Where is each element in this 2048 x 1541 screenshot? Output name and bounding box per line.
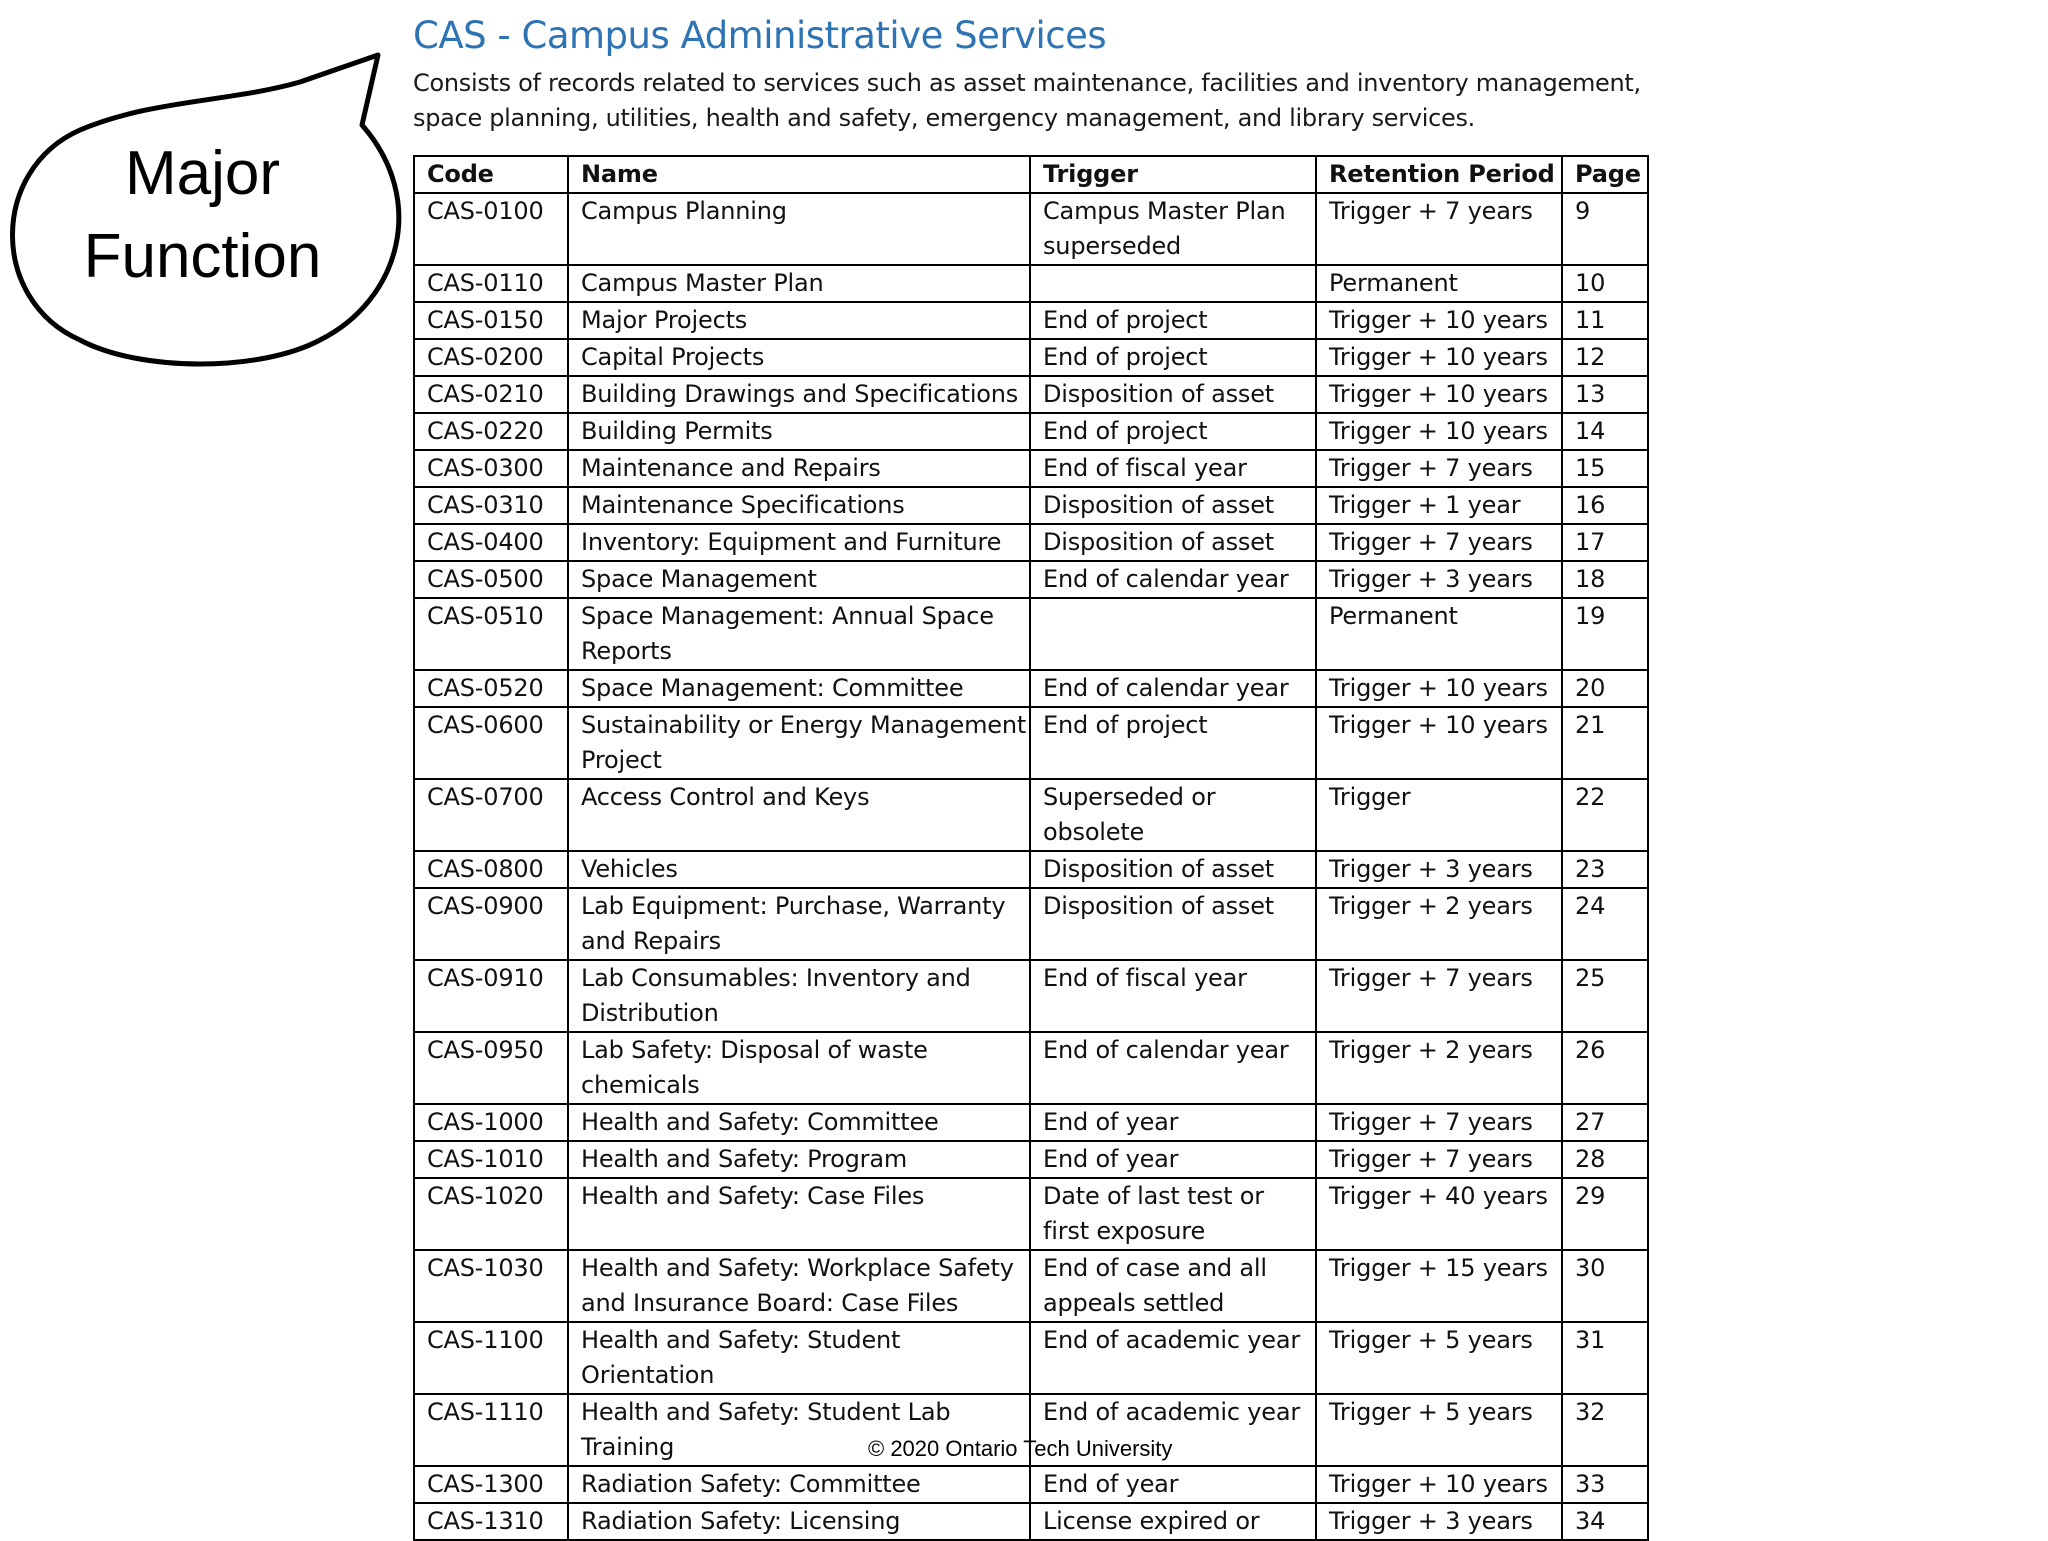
cell-name: Maintenance Specifications bbox=[568, 487, 1030, 524]
table-row bbox=[414, 561, 1648, 598]
cell-name: Access Control and Keys bbox=[568, 779, 1030, 851]
cell-code: CAS-1000 bbox=[414, 1104, 568, 1141]
cell-trigger: Campus Master Plan superseded bbox=[1030, 193, 1316, 265]
cell-code: CAS-0200 bbox=[414, 339, 568, 376]
table-row bbox=[414, 670, 1648, 707]
cell-name: Campus Planning bbox=[568, 193, 1030, 265]
cell-code: CAS-0910 bbox=[414, 960, 568, 1032]
cell-trigger: End of project bbox=[1030, 339, 1316, 376]
table-row bbox=[414, 450, 1648, 487]
table-row bbox=[414, 960, 1648, 1032]
cell-trigger bbox=[1030, 265, 1316, 302]
cell-name: Maintenance and Repairs bbox=[568, 450, 1030, 487]
cell-code: CAS-0400 bbox=[414, 524, 568, 561]
cell-retention-period: Trigger + 10 years bbox=[1316, 339, 1562, 376]
cell-page: 34 bbox=[1562, 1503, 1648, 1540]
cell-page: 12 bbox=[1562, 339, 1648, 376]
cell-page: 24 bbox=[1562, 888, 1648, 960]
cell-page: 29 bbox=[1562, 1178, 1648, 1250]
table-row bbox=[414, 1322, 1648, 1394]
cell-page: 17 bbox=[1562, 524, 1648, 561]
cell-retention-period: Trigger + 1 year bbox=[1316, 487, 1562, 524]
cell-trigger: Superseded or obsolete bbox=[1030, 779, 1316, 851]
cell-page: 26 bbox=[1562, 1032, 1648, 1104]
cell-name: Radiation Safety: Committee bbox=[568, 1466, 1030, 1503]
table-row bbox=[414, 598, 1648, 670]
cell-name: Capital Projects bbox=[568, 339, 1030, 376]
cell-trigger: End of academic year bbox=[1030, 1394, 1316, 1466]
cell-trigger: End of case and all appeals settled bbox=[1030, 1250, 1316, 1322]
cell-name: Space Management: Annual Space Reports bbox=[568, 598, 1030, 670]
cell-retention-period: Trigger + 10 years bbox=[1316, 670, 1562, 707]
header-name: Name bbox=[568, 156, 1030, 193]
cell-name: Campus Master Plan bbox=[568, 265, 1030, 302]
cell-page: 11 bbox=[1562, 302, 1648, 339]
cell-trigger: End of calendar year bbox=[1030, 1032, 1316, 1104]
table-row bbox=[414, 1032, 1648, 1104]
copyright-footer: © 2020 Ontario Tech University bbox=[868, 1436, 1173, 1461]
cell-code: CAS-0900 bbox=[414, 888, 568, 960]
cell-code: CAS-1110 bbox=[414, 1394, 568, 1466]
callout-line-2: Function bbox=[83, 222, 322, 291]
cell-retention-period: Trigger + 2 years bbox=[1316, 888, 1562, 960]
cell-code: CAS-0700 bbox=[414, 779, 568, 851]
table-row bbox=[414, 413, 1648, 450]
cell-page: 23 bbox=[1562, 851, 1648, 888]
cell-retention-period: Trigger + 5 years bbox=[1316, 1322, 1562, 1394]
callout-text bbox=[50, 132, 355, 298]
header-retention-period: Retention Period bbox=[1316, 156, 1562, 193]
header-trigger: Trigger bbox=[1030, 156, 1316, 193]
records-table bbox=[413, 155, 1649, 1541]
cell-trigger: End of year bbox=[1030, 1466, 1316, 1503]
cell-retention-period: Trigger bbox=[1316, 779, 1562, 851]
cell-name: Space Management bbox=[568, 561, 1030, 598]
cell-page: 9 bbox=[1562, 193, 1648, 265]
cell-retention-period: Permanent bbox=[1316, 265, 1562, 302]
table-row bbox=[414, 1466, 1648, 1503]
table-row bbox=[414, 888, 1648, 960]
cell-trigger: Disposition of asset bbox=[1030, 851, 1316, 888]
table-row bbox=[414, 376, 1648, 413]
cell-page: 15 bbox=[1562, 450, 1648, 487]
table-row bbox=[414, 1104, 1648, 1141]
callout-line-1: Major bbox=[124, 139, 281, 208]
cell-code: CAS-0100 bbox=[414, 193, 568, 265]
cell-code: CAS-0300 bbox=[414, 450, 568, 487]
cell-trigger bbox=[1030, 598, 1316, 670]
cell-trigger: Date of last test or first exposure bbox=[1030, 1178, 1316, 1250]
cell-name: Building Drawings and Specifications bbox=[568, 376, 1030, 413]
header-page: Page bbox=[1562, 156, 1648, 193]
table-row bbox=[414, 339, 1648, 376]
cell-code: CAS-0520 bbox=[414, 670, 568, 707]
cell-page: 27 bbox=[1562, 1104, 1648, 1141]
cell-name: Health and Safety: Case Files bbox=[568, 1178, 1030, 1250]
cell-trigger: End of year bbox=[1030, 1104, 1316, 1141]
cell-trigger: End of project bbox=[1030, 302, 1316, 339]
cell-trigger: License expired or bbox=[1030, 1503, 1316, 1540]
cell-retention-period: Trigger + 7 years bbox=[1316, 193, 1562, 265]
cell-code: CAS-1310 bbox=[414, 1503, 568, 1540]
cell-code: CAS-0110 bbox=[414, 265, 568, 302]
cell-code: CAS-0220 bbox=[414, 413, 568, 450]
cell-page: 18 bbox=[1562, 561, 1648, 598]
cell-page: 28 bbox=[1562, 1141, 1648, 1178]
cell-retention-period: Trigger + 10 years bbox=[1316, 1466, 1562, 1503]
cell-retention-period: Trigger + 3 years bbox=[1316, 1503, 1562, 1540]
cell-retention-period: Trigger + 2 years bbox=[1316, 1032, 1562, 1104]
cell-trigger: Disposition of asset bbox=[1030, 888, 1316, 960]
cell-retention-period: Trigger + 15 years bbox=[1316, 1250, 1562, 1322]
table-row bbox=[414, 1503, 1648, 1540]
table-row bbox=[414, 193, 1648, 265]
cell-retention-period: Trigger + 10 years bbox=[1316, 302, 1562, 339]
table-row bbox=[414, 265, 1648, 302]
cell-name: Sustainability or Energy Management Project bbox=[568, 707, 1030, 779]
cell-retention-period: Trigger + 7 years bbox=[1316, 960, 1562, 1032]
cell-trigger: End of calendar year bbox=[1030, 561, 1316, 598]
cell-name: Radiation Safety: Licensing bbox=[568, 1503, 1030, 1540]
cell-code: CAS-1030 bbox=[414, 1250, 568, 1322]
table-row bbox=[414, 1141, 1648, 1178]
cell-trigger: Disposition of asset bbox=[1030, 487, 1316, 524]
cell-page: 19 bbox=[1562, 598, 1648, 670]
cell-page: 31 bbox=[1562, 1322, 1648, 1394]
cell-trigger: End of fiscal year bbox=[1030, 450, 1316, 487]
table-row bbox=[414, 851, 1648, 888]
cell-code: CAS-0500 bbox=[414, 561, 568, 598]
cell-page: 32 bbox=[1562, 1394, 1648, 1466]
cell-code: CAS-0150 bbox=[414, 302, 568, 339]
cell-retention-period: Trigger + 3 years bbox=[1316, 851, 1562, 888]
cell-name: Major Projects bbox=[568, 302, 1030, 339]
cell-retention-period: Trigger + 5 years bbox=[1316, 1394, 1562, 1466]
cell-retention-period: Trigger + 10 years bbox=[1316, 413, 1562, 450]
cell-name: Health and Safety: Student Orientation bbox=[568, 1322, 1030, 1394]
cell-page: 13 bbox=[1562, 376, 1648, 413]
cell-name: Health and Safety: Workplace Safety and Insurance Board: Case Files bbox=[568, 1250, 1030, 1322]
cell-page: 21 bbox=[1562, 707, 1648, 779]
table-row bbox=[414, 487, 1648, 524]
cell-trigger: End of fiscal year bbox=[1030, 960, 1316, 1032]
page-title: CAS - Campus Administrative Services bbox=[413, 14, 1107, 57]
cell-page: 25 bbox=[1562, 960, 1648, 1032]
cell-name: Inventory: Equipment and Furniture bbox=[568, 524, 1030, 561]
cell-page: 20 bbox=[1562, 670, 1648, 707]
cell-page: 22 bbox=[1562, 779, 1648, 851]
cell-name: Lab Consumables: Inventory and Distribution bbox=[568, 960, 1030, 1032]
cell-retention-period: Trigger + 7 years bbox=[1316, 524, 1562, 561]
cell-code: CAS-0510 bbox=[414, 598, 568, 670]
cell-page: 14 bbox=[1562, 413, 1648, 450]
cell-retention-period: Trigger + 7 years bbox=[1316, 450, 1562, 487]
cell-trigger: End of academic year bbox=[1030, 1322, 1316, 1394]
cell-name: Space Management: Committee bbox=[568, 670, 1030, 707]
cell-page: 30 bbox=[1562, 1250, 1648, 1322]
table-row bbox=[414, 707, 1648, 779]
cell-trigger: End of project bbox=[1030, 707, 1316, 779]
cell-retention-period: Trigger + 40 years bbox=[1316, 1178, 1562, 1250]
cell-trigger: End of calendar year bbox=[1030, 670, 1316, 707]
cell-code: CAS-0210 bbox=[414, 376, 568, 413]
cell-code: CAS-1300 bbox=[414, 1466, 568, 1503]
cell-name: Building Permits bbox=[568, 413, 1030, 450]
cell-trigger: End of year bbox=[1030, 1141, 1316, 1178]
header-code: Code bbox=[414, 156, 568, 193]
cell-name: Health and Safety: Committee bbox=[568, 1104, 1030, 1141]
cell-retention-period: Trigger + 10 years bbox=[1316, 376, 1562, 413]
cell-retention-period: Trigger + 7 years bbox=[1316, 1141, 1562, 1178]
table-header-row bbox=[414, 156, 1648, 193]
cell-trigger: Disposition of asset bbox=[1030, 376, 1316, 413]
cell-name: Lab Safety: Disposal of waste chemicals bbox=[568, 1032, 1030, 1104]
cell-trigger: End of project bbox=[1030, 413, 1316, 450]
cell-code: CAS-0310 bbox=[414, 487, 568, 524]
table-body bbox=[414, 193, 1648, 1540]
table-row bbox=[414, 1250, 1648, 1322]
cell-retention-period: Trigger + 3 years bbox=[1316, 561, 1562, 598]
table-row bbox=[414, 779, 1648, 851]
table-row bbox=[414, 524, 1648, 561]
cell-name: Health and Safety: Student Lab Training bbox=[568, 1394, 1030, 1466]
cell-trigger: Disposition of asset bbox=[1030, 524, 1316, 561]
cell-page: 10 bbox=[1562, 265, 1648, 302]
cell-retention-period: Trigger + 10 years bbox=[1316, 707, 1562, 779]
cell-code: CAS-0950 bbox=[414, 1032, 568, 1104]
cell-name: Lab Equipment: Purchase, Warranty and Repairs bbox=[568, 888, 1030, 960]
cell-code: CAS-0800 bbox=[414, 851, 568, 888]
cell-code: CAS-0600 bbox=[414, 707, 568, 779]
cell-code: CAS-1020 bbox=[414, 1178, 568, 1250]
cell-page: 16 bbox=[1562, 487, 1648, 524]
cell-code: CAS-1010 bbox=[414, 1141, 568, 1178]
cell-retention-period: Trigger + 7 years bbox=[1316, 1104, 1562, 1141]
section-description: Consists of records related to services such as asset maintenance, facilities and inventory management, space planning, utilities, health and safety, emergency management, and library services. bbox=[413, 69, 1641, 132]
cell-retention-period: Permanent bbox=[1316, 598, 1562, 670]
cell-page: 33 bbox=[1562, 1466, 1648, 1503]
cell-name: Health and Safety: Program bbox=[568, 1141, 1030, 1178]
table-row bbox=[414, 302, 1648, 339]
cell-code: CAS-1100 bbox=[414, 1322, 568, 1394]
cell-name: Vehicles bbox=[568, 851, 1030, 888]
table-row bbox=[414, 1178, 1648, 1250]
